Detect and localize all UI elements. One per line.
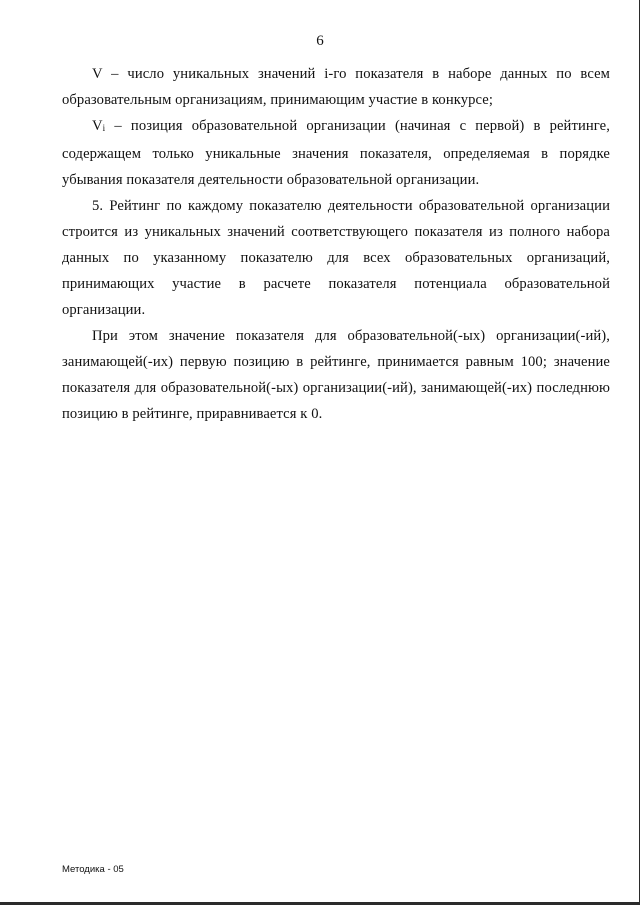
vi-definition-text: – позиция образовательной организации (начиная с первой) в рейтинге, содержащем только уникальные значения показателя, определяемая в порядке убывания показателя деятельности образовательной организации. xyxy=(62,118,610,188)
paragraph-v-definition: V – число уникальных значений i-го показателя в наборе данных по всем образовательным организациям, принимающим участие в конкурсе; xyxy=(62,66,610,108)
paragraph-item-5: 5. Рейтинг по каждому показателю деятельности образовательной организации строится из уникальных значений соответствующего показателя из полного набора данных по указанному показателю для всех образовательных организаций, принимающих участие в расчете показателя потенциала образовательной организации. xyxy=(62,198,610,318)
paragraph-rating-values: При этом значение показателя для образовательной(-ых) организации(-ий), занимающей(-их) первую позицию в рейтинге, принимается равным 100; значение показателя для образовательной(-ых) организации(-ий), занимающей(-их) последнюю позицию в рейтинге, приравнивается к 0. xyxy=(62,328,610,422)
vi-subscript: i xyxy=(102,123,106,133)
document-body xyxy=(62,61,610,427)
paragraph-vi-definition xyxy=(62,113,610,193)
vi-symbol: V xyxy=(92,118,103,134)
page-number: 6 xyxy=(316,33,324,49)
footer-label: Методика - 05 xyxy=(62,864,124,875)
